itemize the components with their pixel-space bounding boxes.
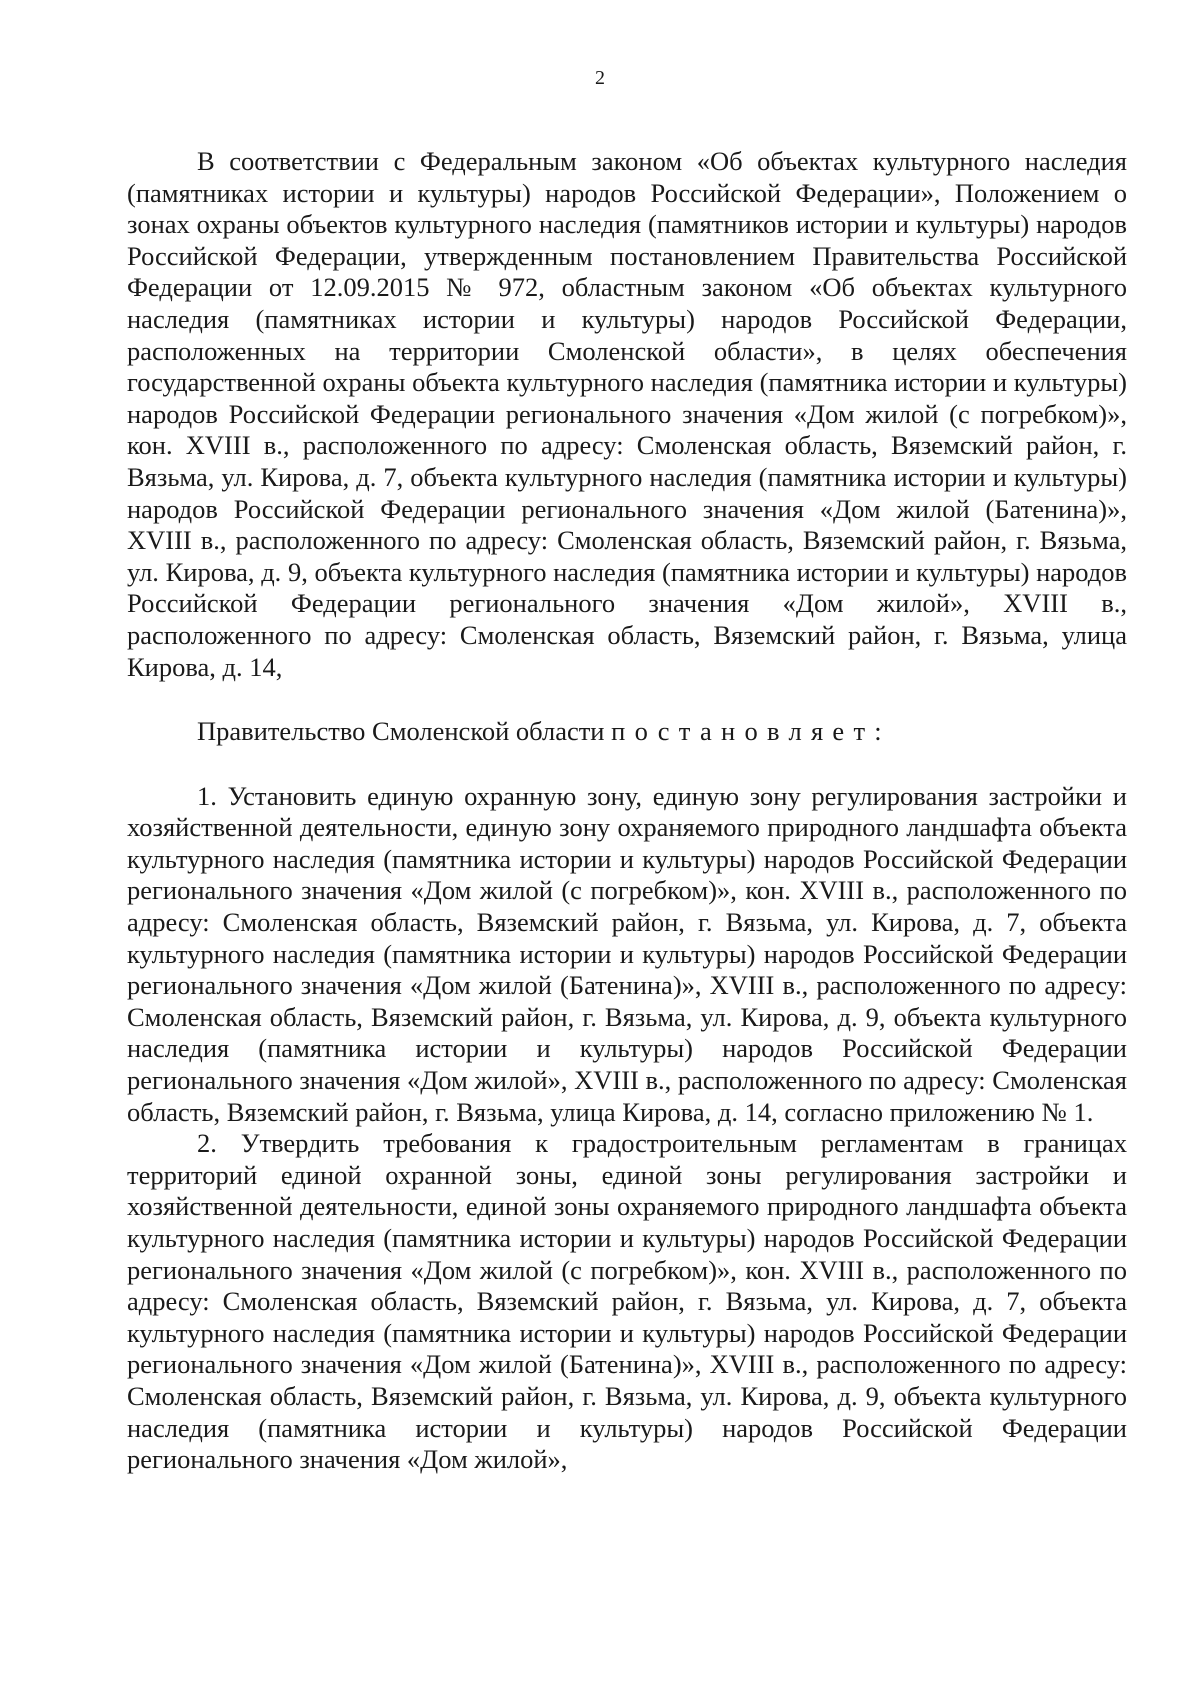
page-number: 2 [595,67,605,89]
resolution-verb: постановляет: [611,716,891,747]
resolution-prefix: Правительство Смоленской области [197,716,612,747]
resolution-line [127,716,1127,748]
item-2-paragraph: 2. Утвердить требования к градостроительным регламентам в границах территорий единой охранной зоны, единой зоны регулирования застройки и хозяйственной деятельности, единой зоны охраняемого природного ландшафта объекта культурного наследия (памятника истории и культуры) народов Российской Федерации регионального значения «Дом жилой (с погребком)», кон. XVIII в., расположенного по адресу: Смоленская область, Вяземский район, г. Вязьма, ул. Кирова, д. 7, объекта культурного наследия (памятника истории и культуры) народов Российской Федерации регионального значения «Дом жилой (Батенина)», XVIII в., расположенного по адресу: Смоленская область, Вяземский район, г. Вязьма, ул. Кирова, д. 9, объекта культурного наследия (памятника истории и культуры) народов Российской Федерации регионального значения «Дом жилой», [127,1128,1127,1475]
document-body [127,146,1127,1476]
preamble-paragraph: В соответствии с Федеральным законом «Об объектах культурного наследия (памятниках истории и культуры) народов Российской Федерации», Положением о зонах охраны объектов культурного наследия (памятников истории и культуры) народов Российской Федерации, утвержденным постановлением Правительства Российской Федерации от 12.09.2015 № 972, областным законом «Об объектах культурного наследия (памятниках истории и культуры) народов Российской Федерации, расположенных на территории Смоленской области», в целях обеспечения государственной охраны объекта культурного наследия (памятника истории и культуры) народов Российской Федерации регионального значения «Дом жилой (с погребком)», кон. XVIII в., расположенного по адресу: Смоленская область, Вяземский район, г. Вязьма, ул. Кирова, д. 7, объекта культурного наследия (памятника истории и культуры) народов Российской Федерации регионального значения «Дом жилой (Батенина)», XVIII в., расположенного по адресу: Смоленская область, Вяземский район, г. Вязьма, ул. Кирова, д. 9, объекта культурного наследия (памятника истории и культуры) народов Российской Федерации регионального значения «Дом жилой», XVIII в., расположенного по адресу: Смоленская область, Вяземский район, г. Вязьма, улица Кирова, д. 14, [127,146,1127,682]
item-1-paragraph: 1. Установить единую охранную зону, единую зону регулирования застройки и хозяйственной деятельности, единую зону охраняемого природного ландшафта объекта культурного наследия (памятника истории и культуры) народов Российской Федерации регионального значения «Дом жилой (с погребком)», кон. XVIII в., расположенного по адресу: Смоленская область, Вяземский район, г. Вязьма, ул. Кирова, д. 7, объекта культурного наследия (памятника истории и культуры) народов Российской Федерации регионального значения «Дом жилой (Батенина)», XVIII в., расположенного по адресу: Смоленская область, Вяземский район, г. Вязьма, ул. Кирова, д. 9, объекта культурного наследия (памятника истории и культуры) народов Российской Федерации регионального значения «Дом жилой», XVIII в., расположенного по адресу: Смоленская область, Вяземский район, г. Вязьма, улица Кирова, д. 14, согласно приложению № 1. [127,780,1127,1127]
